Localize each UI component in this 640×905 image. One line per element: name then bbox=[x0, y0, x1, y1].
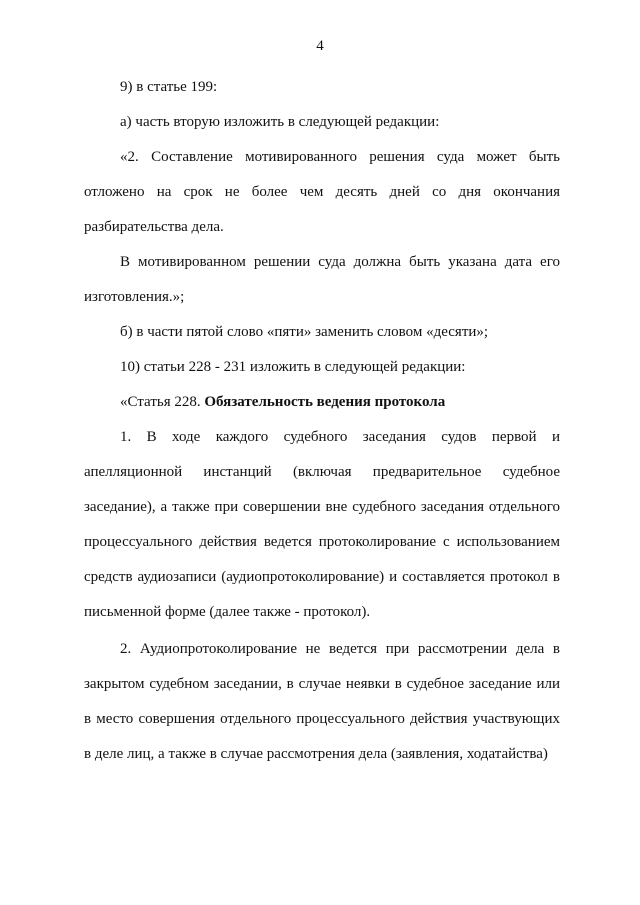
paragraph-item-9: 9) в статье 199: bbox=[120, 79, 218, 95]
page-number: 4 bbox=[316, 38, 324, 54]
article-paragraph-2: 2. Аудиопротоколирование не ведется при рассмотрении дела в закрытом судебном заседании, в случае неявки в судебное заседание или в место совершения отдельного процессуального действия участвующих в деле лиц, а также в случае рассмотрения дела (заявления, ходатайства) bbox=[84, 641, 560, 762]
document-body bbox=[84, 70, 560, 772]
paragraph-decision-date: В мотивированном решении суда должна быть указана дата его изготовления.»; bbox=[84, 254, 560, 305]
paragraph-item-10: 10) статьи 228 - 231 изложить в следующей редакции: bbox=[120, 359, 466, 375]
paragraph-subitem-b: б) в части пятой слово «пяти» заменить словом «десяти»; bbox=[120, 324, 489, 340]
article-heading-prefix: «Статья 228. bbox=[120, 394, 205, 410]
paragraph-part-2-text: «2. Составление мотивированного решения суда может быть отложено на срок не более чем десять дней со дня окончания разбирательства дела. bbox=[84, 149, 560, 235]
article-paragraph-1: 1. В ходе каждого судебного заседания судов первой и апелляционной инстанций (включая предварительное судебное заседание), а также при совершении вне судебного заседания отдельного процессуального действия ведется протоколирование с использованием средств аудиозаписи (аудиопротоколирование) и составляется протокол в письменной форме (далее также - протокол). bbox=[84, 429, 560, 620]
article-heading-title: Обязательность ведения протокола bbox=[204, 394, 446, 410]
article-heading bbox=[84, 385, 560, 420]
paragraph-subitem-a: а) часть вторую изложить в следующей редакции: bbox=[120, 114, 440, 130]
